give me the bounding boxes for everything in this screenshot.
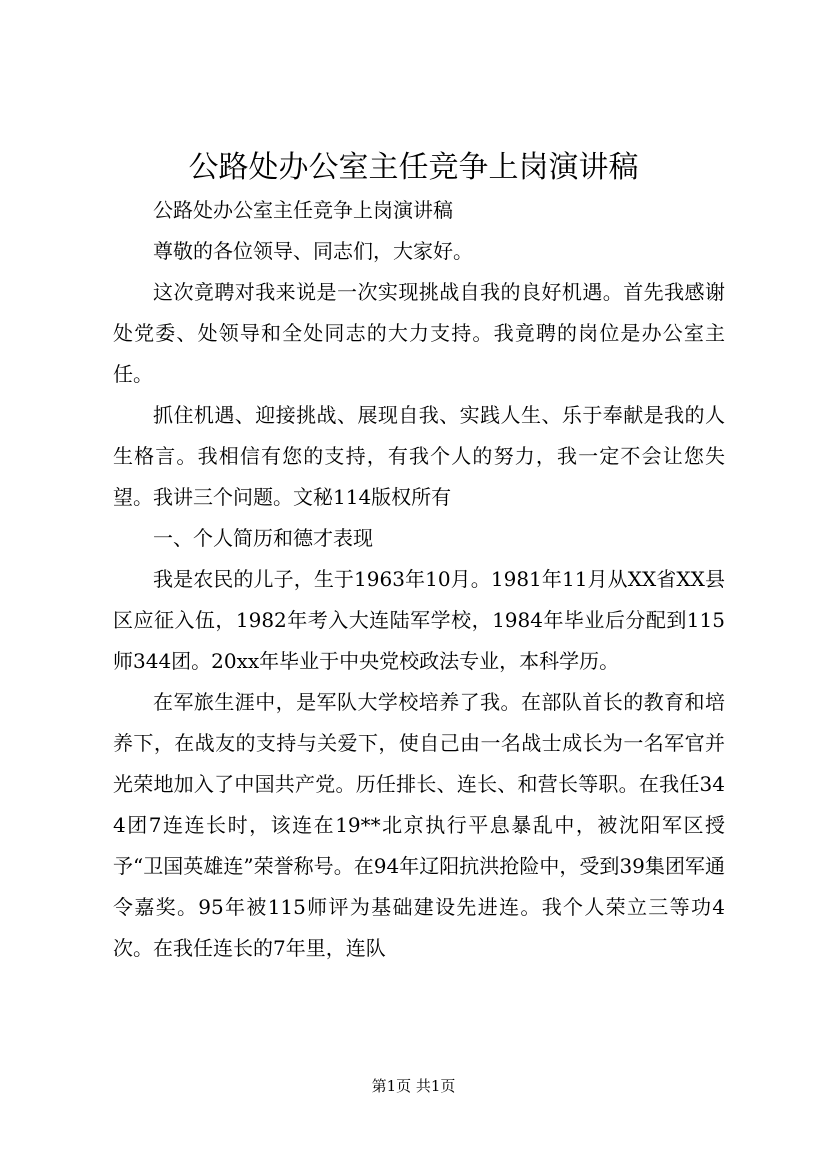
- document-body: [113, 190, 725, 969]
- paragraph-military-career: 在军旅生涯中，是军队大学校培养了我。在部队首长的教育和培养下，在战友的支持与关爱下，使自己由一名战士成长为一名军官并光荣地加入了中国共产党。历任排长、连长、和营长等职。在我任344团7连连长时，该连在19**北京执行平息暴乱中，被沈阳军区授予“卫国英雄连”荣誉称号。在94年辽阳抗洪抢险中，受到39集团军通令嘉奖。95年被115师评为基础建设先进连。我个人荣立三等功4次。在我任连长的7年里，连队: [113, 690, 725, 960]
- paragraph-opportunity: 这次竟聘对我来说是一次实现挑战自我的良好机遇。首先我感谢处党委、处领导和全处同志的大力支持。我竟聘的岗位是办公室主任。: [113, 280, 725, 386]
- paragraph-motto: 抓住机遇、迎接挑战、展现自我、实践人生、乐于奉献是我的人生格言。我相信有您的支持，有我个人的努力，我一定不会让您失望。我讲三个问题。文秘114版权所有: [113, 403, 725, 509]
- section-heading-resume: 一、个人简历和德才表现: [153, 526, 373, 550]
- paragraph-subtitle: 公路处办公室主任竞争上岗演讲稿: [153, 198, 453, 222]
- page-footer: 第1页 共1页: [371, 1077, 456, 1095]
- paragraph-background: 我是农民的儿子，生于1963年10月。1981年11月从XX省XX县区应征入伍，1982年考入大连陆军学校，1984年毕业后分配到115师344团。20xx年毕业于中央党校政法专业，本科学历。: [113, 567, 725, 673]
- paragraph-greeting: 尊敬的各位领导、同志们，大家好。: [153, 239, 473, 263]
- document-title: 公路处办公室主任竞争上岗演讲稿: [188, 150, 639, 185]
